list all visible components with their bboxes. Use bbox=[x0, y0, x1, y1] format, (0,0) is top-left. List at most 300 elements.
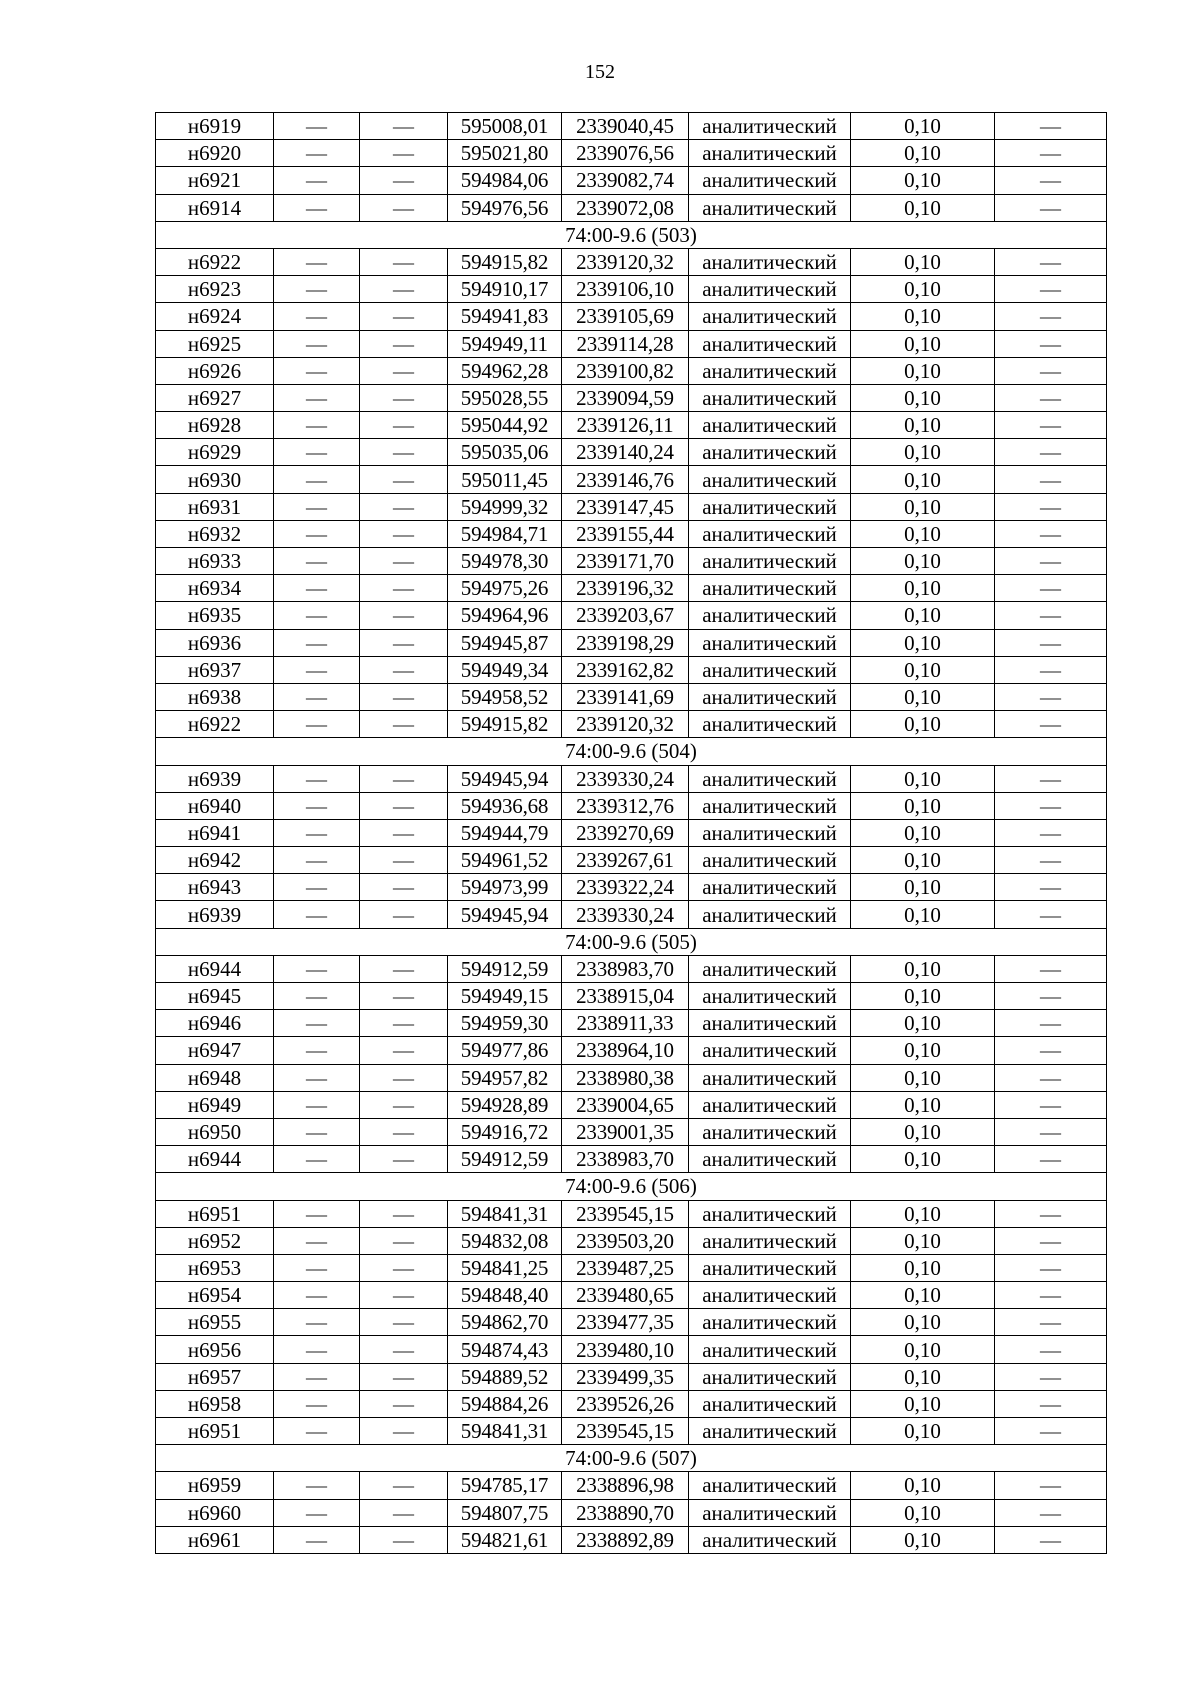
x-coordinate-cell: 594832,08 bbox=[448, 1227, 562, 1254]
empty-dash-cell: — bbox=[274, 140, 360, 167]
empty-dash-cell: — bbox=[274, 1526, 360, 1553]
x-coordinate-cell: 594973,99 bbox=[448, 874, 562, 901]
empty-dash-cell: — bbox=[995, 1309, 1107, 1336]
method-cell: аналитический bbox=[689, 194, 851, 221]
empty-dash-cell: — bbox=[995, 1499, 1107, 1526]
empty-dash-cell: — bbox=[360, 113, 448, 140]
empty-dash-cell: — bbox=[360, 983, 448, 1010]
table-row bbox=[156, 629, 1107, 656]
method-cell: аналитический bbox=[689, 1526, 851, 1553]
x-coordinate-cell: 594928,89 bbox=[448, 1091, 562, 1118]
empty-dash-cell: — bbox=[274, 575, 360, 602]
x-coordinate-cell: 594910,17 bbox=[448, 276, 562, 303]
empty-dash-cell: — bbox=[274, 819, 360, 846]
accuracy-cell: 0,10 bbox=[851, 819, 995, 846]
accuracy-cell: 0,10 bbox=[851, 303, 995, 330]
empty-dash-cell: — bbox=[274, 874, 360, 901]
point-name-cell: н6934 bbox=[156, 575, 274, 602]
empty-dash-cell: — bbox=[360, 847, 448, 874]
point-name-cell: н6944 bbox=[156, 955, 274, 982]
method-cell: аналитический bbox=[689, 1010, 851, 1037]
point-name-cell: н6926 bbox=[156, 357, 274, 384]
empty-dash-cell: — bbox=[274, 167, 360, 194]
empty-dash-cell: — bbox=[274, 1037, 360, 1064]
table-row bbox=[156, 1390, 1107, 1417]
empty-dash-cell: — bbox=[360, 711, 448, 738]
point-name-cell: н6923 bbox=[156, 276, 274, 303]
y-coordinate-cell: 2339106,10 bbox=[562, 276, 689, 303]
empty-dash-cell: — bbox=[995, 1254, 1107, 1281]
empty-dash-cell: — bbox=[360, 765, 448, 792]
empty-dash-cell: — bbox=[360, 819, 448, 846]
table-row bbox=[156, 1282, 1107, 1309]
y-coordinate-cell: 2339082,74 bbox=[562, 167, 689, 194]
point-name-cell: н6960 bbox=[156, 1499, 274, 1526]
accuracy-cell: 0,10 bbox=[851, 384, 995, 411]
table-row bbox=[156, 983, 1107, 1010]
section-header-row bbox=[156, 928, 1107, 955]
x-coordinate-cell: 594945,94 bbox=[448, 765, 562, 792]
x-coordinate-cell: 595044,92 bbox=[448, 412, 562, 439]
accuracy-cell: 0,10 bbox=[851, 955, 995, 982]
accuracy-cell: 0,10 bbox=[851, 1309, 995, 1336]
method-cell: аналитический bbox=[689, 248, 851, 275]
empty-dash-cell: — bbox=[360, 901, 448, 928]
empty-dash-cell: — bbox=[995, 248, 1107, 275]
x-coordinate-cell: 594978,30 bbox=[448, 548, 562, 575]
empty-dash-cell: — bbox=[274, 466, 360, 493]
method-cell: аналитический bbox=[689, 1200, 851, 1227]
empty-dash-cell: — bbox=[995, 439, 1107, 466]
point-name-cell: н6948 bbox=[156, 1064, 274, 1091]
method-cell: аналитический bbox=[689, 575, 851, 602]
accuracy-cell: 0,10 bbox=[851, 656, 995, 683]
section-label: 74:00-9.6 (503) bbox=[156, 221, 1107, 248]
table-row bbox=[156, 1363, 1107, 1390]
y-coordinate-cell: 2338980,38 bbox=[562, 1064, 689, 1091]
point-name-cell: н6951 bbox=[156, 1418, 274, 1445]
empty-dash-cell: — bbox=[360, 1091, 448, 1118]
point-name-cell: н6919 bbox=[156, 113, 274, 140]
method-cell: аналитический bbox=[689, 140, 851, 167]
empty-dash-cell: — bbox=[360, 1146, 448, 1173]
point-name-cell: н6961 bbox=[156, 1526, 274, 1553]
empty-dash-cell: — bbox=[995, 493, 1107, 520]
empty-dash-cell: — bbox=[995, 575, 1107, 602]
method-cell: аналитический bbox=[689, 683, 851, 710]
point-name-cell: н6940 bbox=[156, 792, 274, 819]
y-coordinate-cell: 2339330,24 bbox=[562, 901, 689, 928]
y-coordinate-cell: 2339072,08 bbox=[562, 194, 689, 221]
empty-dash-cell: — bbox=[360, 167, 448, 194]
point-name-cell: н6932 bbox=[156, 520, 274, 547]
accuracy-cell: 0,10 bbox=[851, 466, 995, 493]
x-coordinate-cell: 594958,52 bbox=[448, 683, 562, 710]
empty-dash-cell: — bbox=[995, 357, 1107, 384]
table-row bbox=[156, 1200, 1107, 1227]
point-name-cell: н6939 bbox=[156, 901, 274, 928]
y-coordinate-cell: 2339270,69 bbox=[562, 819, 689, 846]
point-name-cell: н6931 bbox=[156, 493, 274, 520]
empty-dash-cell: — bbox=[274, 1472, 360, 1499]
table-row bbox=[156, 1418, 1107, 1445]
empty-dash-cell: — bbox=[274, 1118, 360, 1145]
empty-dash-cell: — bbox=[274, 602, 360, 629]
empty-dash-cell: — bbox=[995, 412, 1107, 439]
empty-dash-cell: — bbox=[995, 1010, 1107, 1037]
empty-dash-cell: — bbox=[995, 113, 1107, 140]
empty-dash-cell: — bbox=[274, 1499, 360, 1526]
accuracy-cell: 0,10 bbox=[851, 1118, 995, 1145]
empty-dash-cell: — bbox=[360, 493, 448, 520]
empty-dash-cell: — bbox=[274, 955, 360, 982]
method-cell: аналитический bbox=[689, 466, 851, 493]
empty-dash-cell: — bbox=[274, 1091, 360, 1118]
point-name-cell: н6958 bbox=[156, 1390, 274, 1417]
empty-dash-cell: — bbox=[995, 1526, 1107, 1553]
x-coordinate-cell: 594976,56 bbox=[448, 194, 562, 221]
x-coordinate-cell: 594807,75 bbox=[448, 1499, 562, 1526]
method-cell: аналитический bbox=[689, 1064, 851, 1091]
empty-dash-cell: — bbox=[360, 1336, 448, 1363]
y-coordinate-cell: 2338896,98 bbox=[562, 1472, 689, 1499]
y-coordinate-cell: 2339312,76 bbox=[562, 792, 689, 819]
empty-dash-cell: — bbox=[360, 1200, 448, 1227]
empty-dash-cell: — bbox=[995, 792, 1107, 819]
point-name-cell: н6935 bbox=[156, 602, 274, 629]
x-coordinate-cell: 595021,80 bbox=[448, 140, 562, 167]
x-coordinate-cell: 595008,01 bbox=[448, 113, 562, 140]
empty-dash-cell: — bbox=[360, 1010, 448, 1037]
x-coordinate-cell: 594984,71 bbox=[448, 520, 562, 547]
coordinates-table-body bbox=[156, 113, 1107, 1554]
y-coordinate-cell: 2339155,44 bbox=[562, 520, 689, 547]
empty-dash-cell: — bbox=[995, 140, 1107, 167]
empty-dash-cell: — bbox=[995, 765, 1107, 792]
point-name-cell: н6933 bbox=[156, 548, 274, 575]
y-coordinate-cell: 2339147,45 bbox=[562, 493, 689, 520]
empty-dash-cell: — bbox=[995, 303, 1107, 330]
section-header-row bbox=[156, 738, 1107, 765]
table-row bbox=[156, 1336, 1107, 1363]
empty-dash-cell: — bbox=[274, 792, 360, 819]
y-coordinate-cell: 2339477,35 bbox=[562, 1309, 689, 1336]
method-cell: аналитический bbox=[689, 384, 851, 411]
empty-dash-cell: — bbox=[360, 1472, 448, 1499]
method-cell: аналитический bbox=[689, 1418, 851, 1445]
point-name-cell: н6954 bbox=[156, 1282, 274, 1309]
accuracy-cell: 0,10 bbox=[851, 1200, 995, 1227]
empty-dash-cell: — bbox=[274, 1390, 360, 1417]
accuracy-cell: 0,10 bbox=[851, 1499, 995, 1526]
empty-dash-cell: — bbox=[274, 439, 360, 466]
point-name-cell: н6956 bbox=[156, 1336, 274, 1363]
x-coordinate-cell: 595011,45 bbox=[448, 466, 562, 493]
empty-dash-cell: — bbox=[360, 140, 448, 167]
empty-dash-cell: — bbox=[360, 1118, 448, 1145]
empty-dash-cell: — bbox=[995, 1146, 1107, 1173]
point-name-cell: н6942 bbox=[156, 847, 274, 874]
x-coordinate-cell: 594874,43 bbox=[448, 1336, 562, 1363]
point-name-cell: н6938 bbox=[156, 683, 274, 710]
x-coordinate-cell: 594949,34 bbox=[448, 656, 562, 683]
y-coordinate-cell: 2339487,25 bbox=[562, 1254, 689, 1281]
empty-dash-cell: — bbox=[274, 194, 360, 221]
empty-dash-cell: — bbox=[995, 602, 1107, 629]
empty-dash-cell: — bbox=[995, 194, 1107, 221]
point-name-cell: н6937 bbox=[156, 656, 274, 683]
x-coordinate-cell: 594841,25 bbox=[448, 1254, 562, 1281]
point-name-cell: н6922 bbox=[156, 248, 274, 275]
y-coordinate-cell: 2339001,35 bbox=[562, 1118, 689, 1145]
method-cell: аналитический bbox=[689, 819, 851, 846]
method-cell: аналитический bbox=[689, 330, 851, 357]
method-cell: аналитический bbox=[689, 167, 851, 194]
method-cell: аналитический bbox=[689, 1336, 851, 1363]
accuracy-cell: 0,10 bbox=[851, 602, 995, 629]
method-cell: аналитический bbox=[689, 520, 851, 547]
x-coordinate-cell: 594977,86 bbox=[448, 1037, 562, 1064]
empty-dash-cell: — bbox=[995, 548, 1107, 575]
accuracy-cell: 0,10 bbox=[851, 439, 995, 466]
empty-dash-cell: — bbox=[360, 439, 448, 466]
accuracy-cell: 0,10 bbox=[851, 276, 995, 303]
method-cell: аналитический bbox=[689, 955, 851, 982]
method-cell: аналитический bbox=[689, 1363, 851, 1390]
table-row bbox=[156, 847, 1107, 874]
empty-dash-cell: — bbox=[274, 412, 360, 439]
method-cell: аналитический bbox=[689, 113, 851, 140]
empty-dash-cell: — bbox=[274, 1309, 360, 1336]
point-name-cell: н6952 bbox=[156, 1227, 274, 1254]
empty-dash-cell: — bbox=[360, 194, 448, 221]
section-label: 74:00-9.6 (505) bbox=[156, 928, 1107, 955]
method-cell: аналитический bbox=[689, 901, 851, 928]
accuracy-cell: 0,10 bbox=[851, 548, 995, 575]
table-row bbox=[156, 1472, 1107, 1499]
y-coordinate-cell: 2339004,65 bbox=[562, 1091, 689, 1118]
empty-dash-cell: — bbox=[274, 1010, 360, 1037]
empty-dash-cell: — bbox=[995, 983, 1107, 1010]
empty-dash-cell: — bbox=[360, 1390, 448, 1417]
accuracy-cell: 0,10 bbox=[851, 113, 995, 140]
method-cell: аналитический bbox=[689, 1390, 851, 1417]
empty-dash-cell: — bbox=[360, 874, 448, 901]
y-coordinate-cell: 2339267,61 bbox=[562, 847, 689, 874]
y-coordinate-cell: 2338890,70 bbox=[562, 1499, 689, 1526]
table-row bbox=[156, 1010, 1107, 1037]
empty-dash-cell: — bbox=[274, 1336, 360, 1363]
empty-dash-cell: — bbox=[360, 575, 448, 602]
empty-dash-cell: — bbox=[360, 1227, 448, 1254]
accuracy-cell: 0,10 bbox=[851, 1336, 995, 1363]
y-coordinate-cell: 2339094,59 bbox=[562, 384, 689, 411]
method-cell: аналитический bbox=[689, 1091, 851, 1118]
y-coordinate-cell: 2338983,70 bbox=[562, 1146, 689, 1173]
x-coordinate-cell: 594962,28 bbox=[448, 357, 562, 384]
table-row bbox=[156, 711, 1107, 738]
empty-dash-cell: — bbox=[360, 1526, 448, 1553]
accuracy-cell: 0,10 bbox=[851, 357, 995, 384]
page-number: 152 bbox=[585, 61, 615, 83]
x-coordinate-cell: 594941,83 bbox=[448, 303, 562, 330]
x-coordinate-cell: 594841,31 bbox=[448, 1418, 562, 1445]
accuracy-cell: 0,10 bbox=[851, 1010, 995, 1037]
point-name-cell: н6920 bbox=[156, 140, 274, 167]
empty-dash-cell: — bbox=[995, 1091, 1107, 1118]
table-row bbox=[156, 167, 1107, 194]
empty-dash-cell: — bbox=[274, 765, 360, 792]
empty-dash-cell: — bbox=[274, 901, 360, 928]
accuracy-cell: 0,10 bbox=[851, 1363, 995, 1390]
x-coordinate-cell: 594961,52 bbox=[448, 847, 562, 874]
empty-dash-cell: — bbox=[360, 548, 448, 575]
empty-dash-cell: — bbox=[274, 683, 360, 710]
empty-dash-cell: — bbox=[274, 357, 360, 384]
table-row bbox=[156, 113, 1107, 140]
accuracy-cell: 0,10 bbox=[851, 629, 995, 656]
table-row bbox=[156, 1227, 1107, 1254]
y-coordinate-cell: 2339480,10 bbox=[562, 1336, 689, 1363]
method-cell: аналитический bbox=[689, 548, 851, 575]
point-name-cell: н6946 bbox=[156, 1010, 274, 1037]
accuracy-cell: 0,10 bbox=[851, 330, 995, 357]
empty-dash-cell: — bbox=[995, 1200, 1107, 1227]
empty-dash-cell: — bbox=[360, 629, 448, 656]
point-name-cell: н6930 bbox=[156, 466, 274, 493]
table-row bbox=[156, 384, 1107, 411]
empty-dash-cell: — bbox=[274, 520, 360, 547]
x-coordinate-cell: 594821,61 bbox=[448, 1526, 562, 1553]
empty-dash-cell: — bbox=[274, 629, 360, 656]
x-coordinate-cell: 594984,06 bbox=[448, 167, 562, 194]
point-name-cell: н6921 bbox=[156, 167, 274, 194]
accuracy-cell: 0,10 bbox=[851, 765, 995, 792]
accuracy-cell: 0,10 bbox=[851, 983, 995, 1010]
empty-dash-cell: — bbox=[360, 1037, 448, 1064]
empty-dash-cell: — bbox=[360, 384, 448, 411]
method-cell: аналитический bbox=[689, 1282, 851, 1309]
point-name-cell: н6949 bbox=[156, 1091, 274, 1118]
y-coordinate-cell: 2339146,76 bbox=[562, 466, 689, 493]
method-cell: аналитический bbox=[689, 847, 851, 874]
table-row bbox=[156, 493, 1107, 520]
empty-dash-cell: — bbox=[360, 1363, 448, 1390]
accuracy-cell: 0,10 bbox=[851, 493, 995, 520]
method-cell: аналитический bbox=[689, 1309, 851, 1336]
point-name-cell: н6951 bbox=[156, 1200, 274, 1227]
point-name-cell: н6924 bbox=[156, 303, 274, 330]
table-row bbox=[156, 1254, 1107, 1281]
accuracy-cell: 0,10 bbox=[851, 711, 995, 738]
x-coordinate-cell: 594949,15 bbox=[448, 983, 562, 1010]
empty-dash-cell: — bbox=[995, 167, 1107, 194]
accuracy-cell: 0,10 bbox=[851, 140, 995, 167]
x-coordinate-cell: 595028,55 bbox=[448, 384, 562, 411]
empty-dash-cell: — bbox=[360, 602, 448, 629]
empty-dash-cell: — bbox=[274, 1418, 360, 1445]
x-coordinate-cell: 594862,70 bbox=[448, 1309, 562, 1336]
empty-dash-cell: — bbox=[274, 113, 360, 140]
method-cell: аналитический bbox=[689, 765, 851, 792]
y-coordinate-cell: 2339545,15 bbox=[562, 1418, 689, 1445]
empty-dash-cell: — bbox=[274, 1146, 360, 1173]
x-coordinate-cell: 594916,72 bbox=[448, 1118, 562, 1145]
point-name-cell: н6941 bbox=[156, 819, 274, 846]
x-coordinate-cell: 594912,59 bbox=[448, 1146, 562, 1173]
x-coordinate-cell: 594957,82 bbox=[448, 1064, 562, 1091]
empty-dash-cell: — bbox=[995, 819, 1107, 846]
y-coordinate-cell: 2339126,11 bbox=[562, 412, 689, 439]
empty-dash-cell: — bbox=[360, 1282, 448, 1309]
table-row bbox=[156, 1064, 1107, 1091]
accuracy-cell: 0,10 bbox=[851, 167, 995, 194]
empty-dash-cell: — bbox=[360, 330, 448, 357]
empty-dash-cell: — bbox=[360, 792, 448, 819]
coordinates-table bbox=[155, 112, 1107, 1554]
point-name-cell: н6925 bbox=[156, 330, 274, 357]
y-coordinate-cell: 2339141,69 bbox=[562, 683, 689, 710]
y-coordinate-cell: 2339114,28 bbox=[562, 330, 689, 357]
point-name-cell: н6914 bbox=[156, 194, 274, 221]
empty-dash-cell: — bbox=[995, 1118, 1107, 1145]
method-cell: аналитический bbox=[689, 629, 851, 656]
empty-dash-cell: — bbox=[274, 1282, 360, 1309]
empty-dash-cell: — bbox=[360, 656, 448, 683]
empty-dash-cell: — bbox=[274, 303, 360, 330]
empty-dash-cell: — bbox=[995, 629, 1107, 656]
empty-dash-cell: — bbox=[360, 1309, 448, 1336]
y-coordinate-cell: 2339120,32 bbox=[562, 248, 689, 275]
table-row bbox=[156, 303, 1107, 330]
method-cell: аналитический bbox=[689, 1254, 851, 1281]
method-cell: аналитический bbox=[689, 1118, 851, 1145]
method-cell: аналитический bbox=[689, 439, 851, 466]
accuracy-cell: 0,10 bbox=[851, 1472, 995, 1499]
empty-dash-cell: — bbox=[360, 1064, 448, 1091]
empty-dash-cell: — bbox=[274, 847, 360, 874]
y-coordinate-cell: 2339322,24 bbox=[562, 874, 689, 901]
accuracy-cell: 0,10 bbox=[851, 847, 995, 874]
x-coordinate-cell: 594964,96 bbox=[448, 602, 562, 629]
table-row bbox=[156, 439, 1107, 466]
empty-dash-cell: — bbox=[274, 493, 360, 520]
method-cell: аналитический bbox=[689, 983, 851, 1010]
y-coordinate-cell: 2339330,24 bbox=[562, 765, 689, 792]
empty-dash-cell: — bbox=[995, 1418, 1107, 1445]
empty-dash-cell: — bbox=[360, 520, 448, 547]
table-row bbox=[156, 602, 1107, 629]
empty-dash-cell: — bbox=[360, 303, 448, 330]
method-cell: аналитический bbox=[689, 276, 851, 303]
method-cell: аналитический bbox=[689, 303, 851, 330]
section-header-row bbox=[156, 221, 1107, 248]
section-label: 74:00-9.6 (506) bbox=[156, 1173, 1107, 1200]
section-label: 74:00-9.6 (504) bbox=[156, 738, 1107, 765]
table-row bbox=[156, 1118, 1107, 1145]
empty-dash-cell: — bbox=[360, 683, 448, 710]
empty-dash-cell: — bbox=[360, 1254, 448, 1281]
point-name-cell: н6945 bbox=[156, 983, 274, 1010]
empty-dash-cell: — bbox=[995, 955, 1107, 982]
table-row bbox=[156, 955, 1107, 982]
accuracy-cell: 0,10 bbox=[851, 1282, 995, 1309]
table-row bbox=[156, 901, 1107, 928]
x-coordinate-cell: 595035,06 bbox=[448, 439, 562, 466]
x-coordinate-cell: 594945,94 bbox=[448, 901, 562, 928]
point-name-cell: н6947 bbox=[156, 1037, 274, 1064]
empty-dash-cell: — bbox=[274, 330, 360, 357]
